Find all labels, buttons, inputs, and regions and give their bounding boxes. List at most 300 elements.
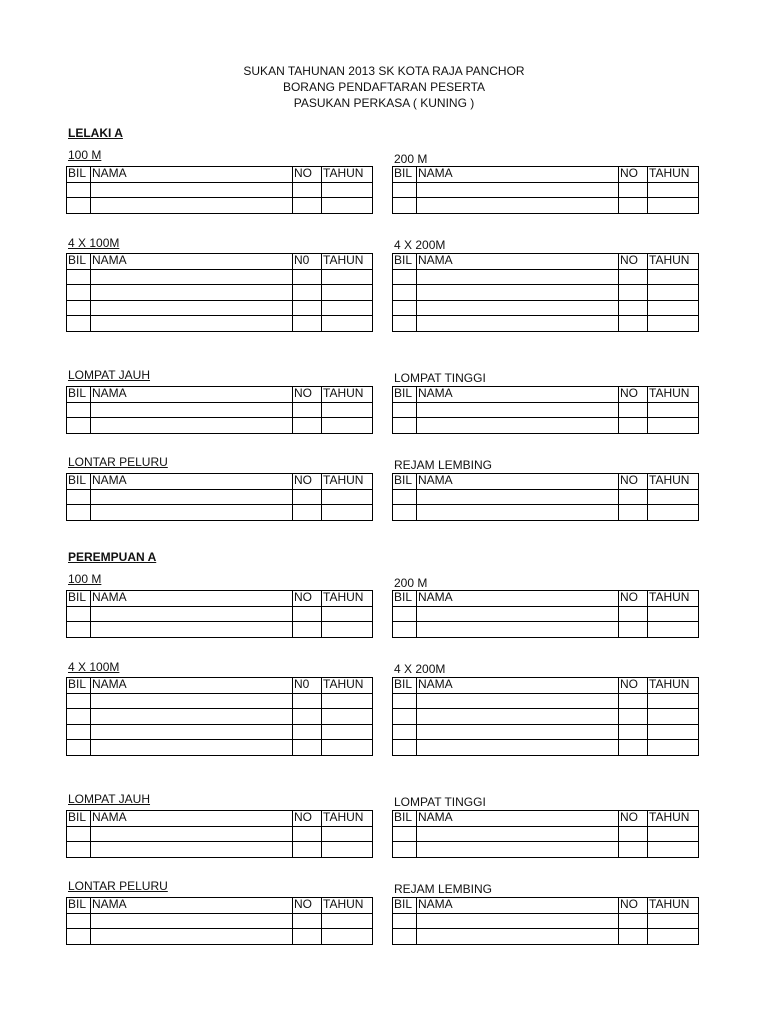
nama-cell[interactable] <box>91 913 293 929</box>
tahun-cell[interactable] <box>648 826 699 842</box>
bil-cell[interactable] <box>67 300 91 316</box>
tahun-cell[interactable] <box>648 740 699 756</box>
no-cell[interactable] <box>293 709 322 725</box>
table-row <box>67 300 373 316</box>
tahun-cell[interactable] <box>648 316 699 332</box>
tahun-cell[interactable] <box>322 316 373 332</box>
nama-cell[interactable] <box>417 622 619 638</box>
event-label: LONTAR PELURU <box>68 455 168 469</box>
nama-cell[interactable] <box>417 913 619 929</box>
header-tahun: TAHUN <box>322 591 373 607</box>
tahun-cell[interactable] <box>648 489 699 505</box>
header-no: NO <box>619 591 648 607</box>
no-cell[interactable] <box>293 489 322 505</box>
table-row <box>67 826 373 842</box>
table-row <box>67 269 373 285</box>
table-row <box>67 724 373 740</box>
bil-cell[interactable] <box>67 740 91 756</box>
bil-cell[interactable] <box>393 182 417 198</box>
tahun-cell[interactable] <box>322 285 373 301</box>
header-tahun: TAHUN <box>322 474 373 490</box>
bil-cell[interactable] <box>67 269 91 285</box>
table-header-row <box>67 591 373 607</box>
header-title: SUKAN TAHUNAN 2013 SK KOTA RAJA PANCHOR <box>243 64 525 78</box>
event-label: 4 X 100M <box>68 660 120 674</box>
header-tahun: TAHUN <box>648 167 699 183</box>
nama-cell[interactable] <box>417 842 619 858</box>
bil-cell[interactable] <box>67 505 91 521</box>
table-row <box>67 316 373 332</box>
nama-cell[interactable] <box>91 489 293 505</box>
no-cell[interactable] <box>619 418 648 434</box>
header-bil: BIL <box>393 254 417 270</box>
header-tahun: TAHUN <box>322 898 373 914</box>
tahun-cell[interactable] <box>322 826 373 842</box>
tahun-cell[interactable] <box>648 693 699 709</box>
nama-cell[interactable] <box>417 740 619 756</box>
header-bil: BIL <box>393 591 417 607</box>
tahun-cell[interactable] <box>648 606 699 622</box>
tahun-cell[interactable] <box>648 198 699 214</box>
header-bil: BIL <box>67 898 91 914</box>
header-no: NO <box>619 254 648 270</box>
table-row <box>393 316 699 332</box>
registration-table <box>392 386 699 434</box>
no-cell[interactable] <box>619 316 648 332</box>
nama-cell[interactable] <box>91 693 293 709</box>
nama-cell[interactable] <box>417 709 619 725</box>
registration-table <box>392 897 699 945</box>
registration-table <box>392 590 699 638</box>
table-row <box>393 182 699 198</box>
tahun-cell[interactable] <box>322 724 373 740</box>
header-bil: BIL <box>67 474 91 490</box>
no-cell[interactable] <box>293 402 322 418</box>
header-tahun: TAHUN <box>322 387 373 403</box>
header-no: NO <box>293 167 322 183</box>
bil-cell[interactable] <box>393 505 417 521</box>
nama-cell[interactable] <box>417 693 619 709</box>
no-cell[interactable] <box>619 300 648 316</box>
tahun-cell[interactable] <box>322 489 373 505</box>
table-row <box>67 693 373 709</box>
no-cell[interactable] <box>293 198 322 214</box>
nama-cell[interactable] <box>417 182 619 198</box>
no-cell[interactable] <box>293 724 322 740</box>
header-bil: BIL <box>393 898 417 914</box>
tahun-cell[interactable] <box>648 269 699 285</box>
header-bil: BIL <box>67 387 91 403</box>
header-tahun: TAHUN <box>648 591 699 607</box>
no-cell[interactable] <box>619 724 648 740</box>
nama-cell[interactable] <box>417 300 619 316</box>
tahun-cell[interactable] <box>322 622 373 638</box>
header-nama: NAMA <box>417 167 619 183</box>
nama-cell[interactable] <box>417 316 619 332</box>
table-row <box>67 606 373 622</box>
bil-cell[interactable] <box>67 285 91 301</box>
tahun-cell[interactable] <box>648 418 699 434</box>
event-label: 4 X 200M <box>394 238 446 252</box>
nama-cell[interactable] <box>91 402 293 418</box>
nama-cell[interactable] <box>91 418 293 434</box>
bil-cell[interactable] <box>393 693 417 709</box>
tahun-cell[interactable] <box>648 182 699 198</box>
nama-cell[interactable] <box>91 316 293 332</box>
event-label: LOMPAT JAUH <box>68 792 151 806</box>
table-row <box>393 693 699 709</box>
table-row <box>393 929 699 945</box>
tahun-cell[interactable] <box>322 929 373 945</box>
tahun-cell[interactable] <box>322 842 373 858</box>
no-cell[interactable] <box>293 913 322 929</box>
bil-cell[interactable] <box>67 929 91 945</box>
table-header-row <box>393 254 699 270</box>
table-header-row <box>393 898 699 914</box>
registration-table <box>66 253 373 332</box>
bil-cell[interactable] <box>67 693 91 709</box>
table-row <box>67 418 373 434</box>
tahun-cell[interactable] <box>322 269 373 285</box>
table-row <box>67 740 373 756</box>
table-row <box>393 606 699 622</box>
table-row <box>393 402 699 418</box>
table-row <box>393 842 699 858</box>
table-row <box>393 285 699 301</box>
table-header-row <box>67 898 373 914</box>
header-bil: BIL <box>67 254 91 270</box>
table-row <box>67 198 373 214</box>
tahun-cell[interactable] <box>322 300 373 316</box>
no-cell[interactable] <box>619 198 648 214</box>
table-header-row <box>393 811 699 827</box>
table-row <box>67 622 373 638</box>
table-header-row <box>67 678 373 694</box>
header-no: NO <box>293 474 322 490</box>
nama-cell[interactable] <box>417 505 619 521</box>
table-row <box>67 929 373 945</box>
event-label: 4 X 200M <box>394 662 446 676</box>
event-label: 200 M <box>394 576 428 590</box>
bil-cell[interactable] <box>393 740 417 756</box>
registration-table <box>66 810 373 858</box>
tahun-cell[interactable] <box>648 929 699 945</box>
header-no: N0 <box>293 678 322 694</box>
tahun-cell[interactable] <box>648 402 699 418</box>
header-nama: NAMA <box>91 591 293 607</box>
bil-cell[interactable] <box>393 842 417 858</box>
header-no: NO <box>619 811 648 827</box>
no-cell[interactable] <box>293 842 322 858</box>
bil-cell[interactable] <box>393 826 417 842</box>
no-cell[interactable] <box>619 505 648 521</box>
header-nama: NAMA <box>91 387 293 403</box>
tahun-cell[interactable] <box>648 622 699 638</box>
header-bil: BIL <box>393 167 417 183</box>
header-bil: BIL <box>67 167 91 183</box>
bil-cell[interactable] <box>393 929 417 945</box>
bil-cell[interactable] <box>393 269 417 285</box>
nama-cell[interactable] <box>417 402 619 418</box>
header-nama: NAMA <box>91 474 293 490</box>
no-cell[interactable] <box>293 505 322 521</box>
nama-cell[interactable] <box>417 285 619 301</box>
registration-table <box>66 386 373 434</box>
no-cell[interactable] <box>293 606 322 622</box>
table-row <box>67 182 373 198</box>
bil-cell[interactable] <box>393 402 417 418</box>
header-team: PASUKAN PERKASA ( KUNING ) <box>293 96 475 110</box>
nama-cell[interactable] <box>91 622 293 638</box>
bil-cell[interactable] <box>393 622 417 638</box>
nama-cell[interactable] <box>91 606 293 622</box>
nama-cell[interactable] <box>417 929 619 945</box>
no-cell[interactable] <box>293 740 322 756</box>
no-cell[interactable] <box>619 606 648 622</box>
tahun-cell[interactable] <box>648 913 699 929</box>
no-cell[interactable] <box>619 182 648 198</box>
event-label: LOMPAT JAUH <box>68 368 151 382</box>
no-cell[interactable] <box>293 316 322 332</box>
header-tahun: TAHUN <box>322 167 373 183</box>
bil-cell[interactable] <box>67 402 91 418</box>
tahun-cell[interactable] <box>322 913 373 929</box>
section-title: PEREMPUAN A <box>68 550 157 564</box>
bil-cell[interactable] <box>393 606 417 622</box>
table-header-row <box>67 811 373 827</box>
no-cell[interactable] <box>619 842 648 858</box>
tahun-cell[interactable] <box>322 505 373 521</box>
bil-cell[interactable] <box>67 198 91 214</box>
table-header-row <box>67 474 373 490</box>
event-label: LOMPAT TINGGI <box>394 795 486 809</box>
tahun-cell[interactable] <box>648 505 699 521</box>
tahun-cell[interactable] <box>322 402 373 418</box>
no-cell[interactable] <box>619 929 648 945</box>
header-no: NO <box>619 898 648 914</box>
header-bil: BIL <box>393 811 417 827</box>
header-nama: NAMA <box>417 678 619 694</box>
nama-cell[interactable] <box>417 269 619 285</box>
bil-cell[interactable] <box>67 913 91 929</box>
nama-cell[interactable] <box>417 606 619 622</box>
table-row <box>393 300 699 316</box>
table-row <box>67 285 373 301</box>
bil-cell[interactable] <box>67 826 91 842</box>
nama-cell[interactable] <box>91 505 293 521</box>
bil-cell[interactable] <box>67 418 91 434</box>
bil-cell[interactable] <box>393 489 417 505</box>
header-bil: BIL <box>393 678 417 694</box>
header-tahun: TAHUN <box>322 678 373 694</box>
bil-cell[interactable] <box>67 606 91 622</box>
tahun-cell[interactable] <box>648 724 699 740</box>
table-row <box>67 842 373 858</box>
bil-cell[interactable] <box>393 285 417 301</box>
bil-cell[interactable] <box>67 709 91 725</box>
nama-cell[interactable] <box>91 300 293 316</box>
table-row <box>393 269 699 285</box>
bil-cell[interactable] <box>393 418 417 434</box>
bil-cell[interactable] <box>67 489 91 505</box>
no-cell[interactable] <box>619 269 648 285</box>
header-tahun: TAHUN <box>648 811 699 827</box>
bil-cell[interactable] <box>67 724 91 740</box>
table-header-row <box>393 474 699 490</box>
table-row <box>67 402 373 418</box>
header-nama: NAMA <box>417 898 619 914</box>
header-nama: NAMA <box>91 811 293 827</box>
no-cell[interactable] <box>619 740 648 756</box>
header-tahun: TAHUN <box>322 254 373 270</box>
table-row <box>67 913 373 929</box>
event-label: REJAM LEMBING <box>394 882 493 896</box>
header-nama: NAMA <box>91 898 293 914</box>
header-tahun: TAHUN <box>648 387 699 403</box>
no-cell[interactable] <box>293 826 322 842</box>
tahun-cell[interactable] <box>648 842 699 858</box>
nama-cell[interactable] <box>91 740 293 756</box>
header-tahun: TAHUN <box>648 678 699 694</box>
tahun-cell[interactable] <box>322 198 373 214</box>
nama-cell[interactable] <box>91 724 293 740</box>
header-bil: BIL <box>67 678 91 694</box>
tahun-cell[interactable] <box>322 182 373 198</box>
bil-cell[interactable] <box>393 913 417 929</box>
bil-cell[interactable] <box>393 198 417 214</box>
table-row <box>393 489 699 505</box>
no-cell[interactable] <box>293 285 322 301</box>
header-no: NO <box>293 811 322 827</box>
nama-cell[interactable] <box>417 418 619 434</box>
no-cell[interactable] <box>293 693 322 709</box>
no-cell[interactable] <box>619 285 648 301</box>
tahun-cell[interactable] <box>648 285 699 301</box>
bil-cell[interactable] <box>393 300 417 316</box>
tahun-cell[interactable] <box>648 709 699 725</box>
table-row <box>393 826 699 842</box>
table-header-row <box>393 167 699 183</box>
header-tahun: TAHUN <box>322 811 373 827</box>
tahun-cell[interactable] <box>322 418 373 434</box>
table-header-row <box>393 678 699 694</box>
nama-cell[interactable] <box>91 182 293 198</box>
event-label: 100 M <box>68 148 102 162</box>
header-bil: BIL <box>393 387 417 403</box>
no-cell[interactable] <box>619 489 648 505</box>
nama-cell[interactable] <box>417 724 619 740</box>
nama-cell[interactable] <box>91 842 293 858</box>
header-no: NO <box>293 898 322 914</box>
no-cell[interactable] <box>619 709 648 725</box>
no-cell[interactable] <box>619 402 648 418</box>
header-nama: NAMA <box>417 591 619 607</box>
no-cell[interactable] <box>619 913 648 929</box>
event-label: LONTAR PELURU <box>68 879 168 893</box>
event-label: 4 X 100M <box>68 236 120 250</box>
table-row <box>393 740 699 756</box>
registration-table <box>66 677 373 756</box>
table-row <box>393 709 699 725</box>
tahun-cell[interactable] <box>322 693 373 709</box>
bil-cell[interactable] <box>67 622 91 638</box>
tahun-cell[interactable] <box>322 740 373 756</box>
no-cell[interactable] <box>293 929 322 945</box>
tahun-cell[interactable] <box>322 709 373 725</box>
tahun-cell[interactable] <box>322 606 373 622</box>
tahun-cell[interactable] <box>648 300 699 316</box>
table-row <box>393 418 699 434</box>
header-tahun: TAHUN <box>648 898 699 914</box>
no-cell[interactable] <box>293 622 322 638</box>
no-cell[interactable] <box>619 622 648 638</box>
registration-table <box>392 677 699 756</box>
header-bil: BIL <box>67 591 91 607</box>
table-row <box>67 489 373 505</box>
header-tahun: TAHUN <box>648 474 699 490</box>
nama-cell[interactable] <box>91 285 293 301</box>
registration-table <box>392 166 699 214</box>
table-row <box>393 198 699 214</box>
registration-table <box>392 810 699 858</box>
registration-table <box>392 473 699 521</box>
header-no: NO <box>293 591 322 607</box>
header-nama: NAMA <box>91 678 293 694</box>
nama-cell[interactable] <box>417 489 619 505</box>
no-cell[interactable] <box>293 418 322 434</box>
event-label: 200 M <box>394 152 428 166</box>
header-bil: BIL <box>393 474 417 490</box>
bil-cell[interactable] <box>67 316 91 332</box>
bil-cell[interactable] <box>393 724 417 740</box>
header-no: NO <box>619 387 648 403</box>
nama-cell[interactable] <box>417 198 619 214</box>
table-header-row <box>67 254 373 270</box>
bil-cell[interactable] <box>393 709 417 725</box>
nama-cell[interactable] <box>91 709 293 725</box>
no-cell[interactable] <box>293 300 322 316</box>
registration-table <box>66 897 373 945</box>
table-header-row <box>67 167 373 183</box>
nama-cell[interactable] <box>91 269 293 285</box>
event-label: 100 M <box>68 572 102 586</box>
nama-cell[interactable] <box>91 929 293 945</box>
header-nama: NAMA <box>91 254 293 270</box>
table-row <box>393 724 699 740</box>
table-row <box>67 709 373 725</box>
nama-cell[interactable] <box>91 826 293 842</box>
no-cell[interactable] <box>619 826 648 842</box>
header-no: NO <box>293 387 322 403</box>
no-cell[interactable] <box>293 182 322 198</box>
nama-cell[interactable] <box>417 826 619 842</box>
nama-cell[interactable] <box>91 198 293 214</box>
bil-cell[interactable] <box>393 316 417 332</box>
header-nama: NAMA <box>417 811 619 827</box>
header-nama: NAMA <box>417 474 619 490</box>
no-cell[interactable] <box>619 693 648 709</box>
registration-table <box>66 473 373 521</box>
table-row <box>393 622 699 638</box>
bil-cell[interactable] <box>67 182 91 198</box>
event-label: REJAM LEMBING <box>394 458 493 472</box>
table-header-row <box>67 387 373 403</box>
table-header-row <box>393 591 699 607</box>
no-cell[interactable] <box>293 269 322 285</box>
bil-cell[interactable] <box>67 842 91 858</box>
header-tahun: TAHUN <box>648 254 699 270</box>
header-no: NO <box>619 167 648 183</box>
